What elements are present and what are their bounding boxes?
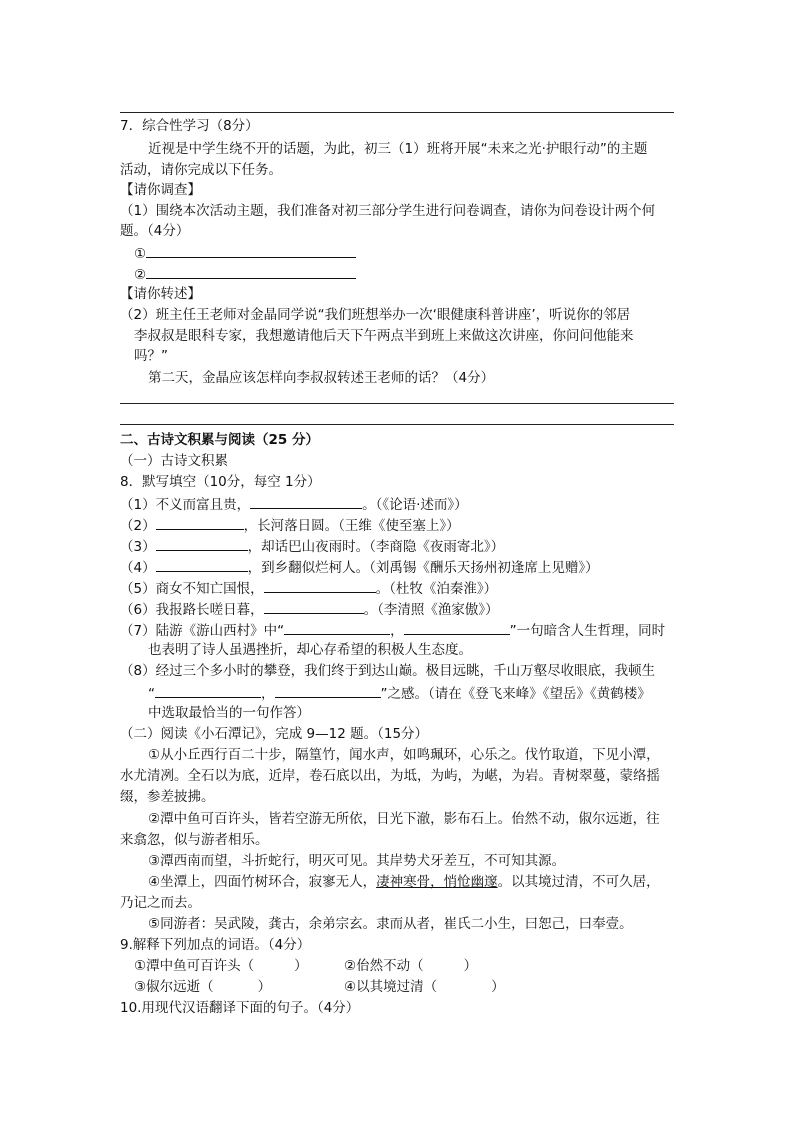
answer-blank[interactable] — [264, 598, 364, 614]
passage-paragraph-2: ②潭中鱼可百许头，皆若空游无所依，日光下澈，影布石上。佁然不动，俶尔远逝，往 — [148, 811, 660, 827]
answer-rule-2[interactable] — [120, 424, 674, 425]
q7-survey-heading: 【请你调查】 — [120, 182, 201, 198]
q8-item-2: （2） ，长河落日圆。（王维《使至塞上》） — [120, 514, 460, 536]
part1-title: （一）古诗文积累 — [120, 453, 228, 469]
q8-item-7: （7）陆游《游山西村》中“ ， ”一句暗含人生哲理，同时 — [120, 619, 665, 641]
answer-blank[interactable] — [155, 682, 261, 698]
answer-blank[interactable] — [146, 263, 356, 279]
circled-number-2: ② — [134, 267, 147, 283]
q7-relay-question-line3: 吗？” — [134, 348, 168, 364]
q8-item-8-cont: “ ， ”之感。（请在《登飞来峰》《望岳》《黄鹤楼》 — [148, 682, 651, 704]
q10-title: 10.用现代汉语翻译下面的句子。（4分） — [120, 1000, 360, 1016]
q7-title: 7．综合性学习（8分） — [120, 118, 259, 134]
q9-item-d: ④以其境过清（ ） — [344, 979, 505, 995]
q9-item-b: ②佁然不动（ ） — [344, 958, 478, 974]
q8-title: 8．默写填空（10分，每空 1分） — [120, 474, 321, 490]
q7-relay-question-line1: （2）班主任王老师对金晶同学说“我们班想举办一次‘眼健康科普讲座’，听说你的邻居 — [120, 307, 631, 323]
q8-item-8: （8）经过三个多小时的攀登，我们终于到达山巅。极目远眺，千山万壑尽收眼底，我顿生 — [120, 663, 656, 679]
passage-paragraph-1-cont: 水尤清冽。全石以为底，近岸，卷石底以出，为坻，为屿，为嵁，为岩。青树翠蔓，蒙络摇 — [120, 768, 660, 784]
q8-item-6: （6）我报路长嗟日暮， 。（李清照《渔家傲》） — [120, 598, 499, 620]
passage-paragraph-1-cont2: 缀，参差披拂。 — [120, 789, 215, 805]
q7-relay-question-line4: 第二天，金晶应该怎样向李叔叔转述王老师的话？（4分） — [148, 370, 495, 386]
answer-blank[interactable] — [250, 493, 362, 509]
answer-blank[interactable] — [156, 556, 248, 572]
answer-rule-1[interactable] — [120, 403, 674, 404]
answer-blank[interactable] — [275, 682, 381, 698]
q7-intro-line1: 近视是中学生绕不开的话题，为此，初三（1）班将开展“未来之光·护眼行动”的主题 — [148, 141, 648, 157]
passage-paragraph-4-cont: 乃记之而去。 — [120, 895, 201, 911]
answer-blank[interactable] — [284, 619, 390, 635]
answer-blank[interactable] — [156, 514, 244, 530]
q8-item-5: （5）商女不知亡国恨， 。（杜牧《泊秦淮》） — [120, 577, 497, 599]
passage-paragraph-1: ①从小丘西行百二十步，隔篁竹，闻水声，如鸣珮环，心乐之。伐竹取道，下见小潭， — [148, 747, 660, 763]
q8-item-3: （3） ，却话巴山夜雨时。（李商隐《夜雨寄北》） — [120, 535, 504, 557]
q7-relay-heading: 【请你转述】 — [120, 286, 201, 302]
q7-survey-question-line1: （1）围绕本次活动主题，我们准备对初三部分学生进行问卷调查，请你为问卷设计两个何 — [120, 203, 656, 219]
part2-title: （二）阅读《小石潭记》，完成 9—12 题。（15分） — [120, 726, 429, 742]
circled-number-1: ① — [134, 246, 147, 262]
passage-paragraph-5: ⑤同游者：吴武陵，龚古，余弟宗玄。隶而从者，崔氏二小生，曰恕己，曰奉壹。 — [148, 916, 633, 932]
answer-blank[interactable] — [264, 577, 376, 593]
q7-answer-line-1[interactable] — [134, 242, 356, 264]
q7-survey-question-line2: 题。（4分） — [120, 223, 190, 239]
answer-blank[interactable] — [404, 619, 510, 635]
passage-paragraph-2-cont: 来翕忽，似与游者相乐。 — [120, 832, 269, 848]
passage-paragraph-4: ④坐潭上，四面竹树环合，寂寥无人，凄神寒骨，悄怆幽邃。以其境过清，不可久居， — [148, 874, 660, 890]
q7-intro-line2: 活动，请你完成以下任务。 — [120, 162, 282, 178]
q8-item-8-cont2: 中选取最恰当的一句作答） — [148, 705, 310, 721]
q8-item-1: （1）不义而富且贵， 。（《论语·述而》） — [120, 493, 468, 515]
q8-item-4: （4） ，到乡翻似烂柯人。（刘禹锡《酬乐天扬州初逢席上见赠》） — [120, 556, 599, 578]
answer-blank[interactable] — [156, 535, 248, 551]
passage-paragraph-3: ③潭西南而望，斗折蛇行，明灭可见。其岸势犬牙差互，不可知其源。 — [148, 853, 566, 869]
q7-answer-line-2[interactable] — [134, 263, 356, 285]
q9-item-c: ③俶尔远逝（ ） — [134, 979, 272, 995]
q8-item-7-cont: 也表明了诗人虽遇挫折，却心存希望的积极人生态度。 — [148, 642, 472, 658]
q9-title: 9.解释下列加点的词语。（4分） — [120, 937, 311, 953]
q7-relay-question-line2: 李叔叔是眼科专家，我想邀请他后天下午两点半到班上来做这次讲座，你问问他能来 — [134, 328, 634, 344]
q9-item-a: ①潭中鱼可百许头（ ） — [134, 958, 308, 974]
answer-blank[interactable] — [146, 242, 356, 258]
top-rule — [120, 112, 674, 113]
section2-title: 二、古诗文积累与阅读（25 分） — [120, 432, 319, 448]
underlined-phrase: 凄神寒骨，悄怆幽邃 — [376, 874, 498, 890]
